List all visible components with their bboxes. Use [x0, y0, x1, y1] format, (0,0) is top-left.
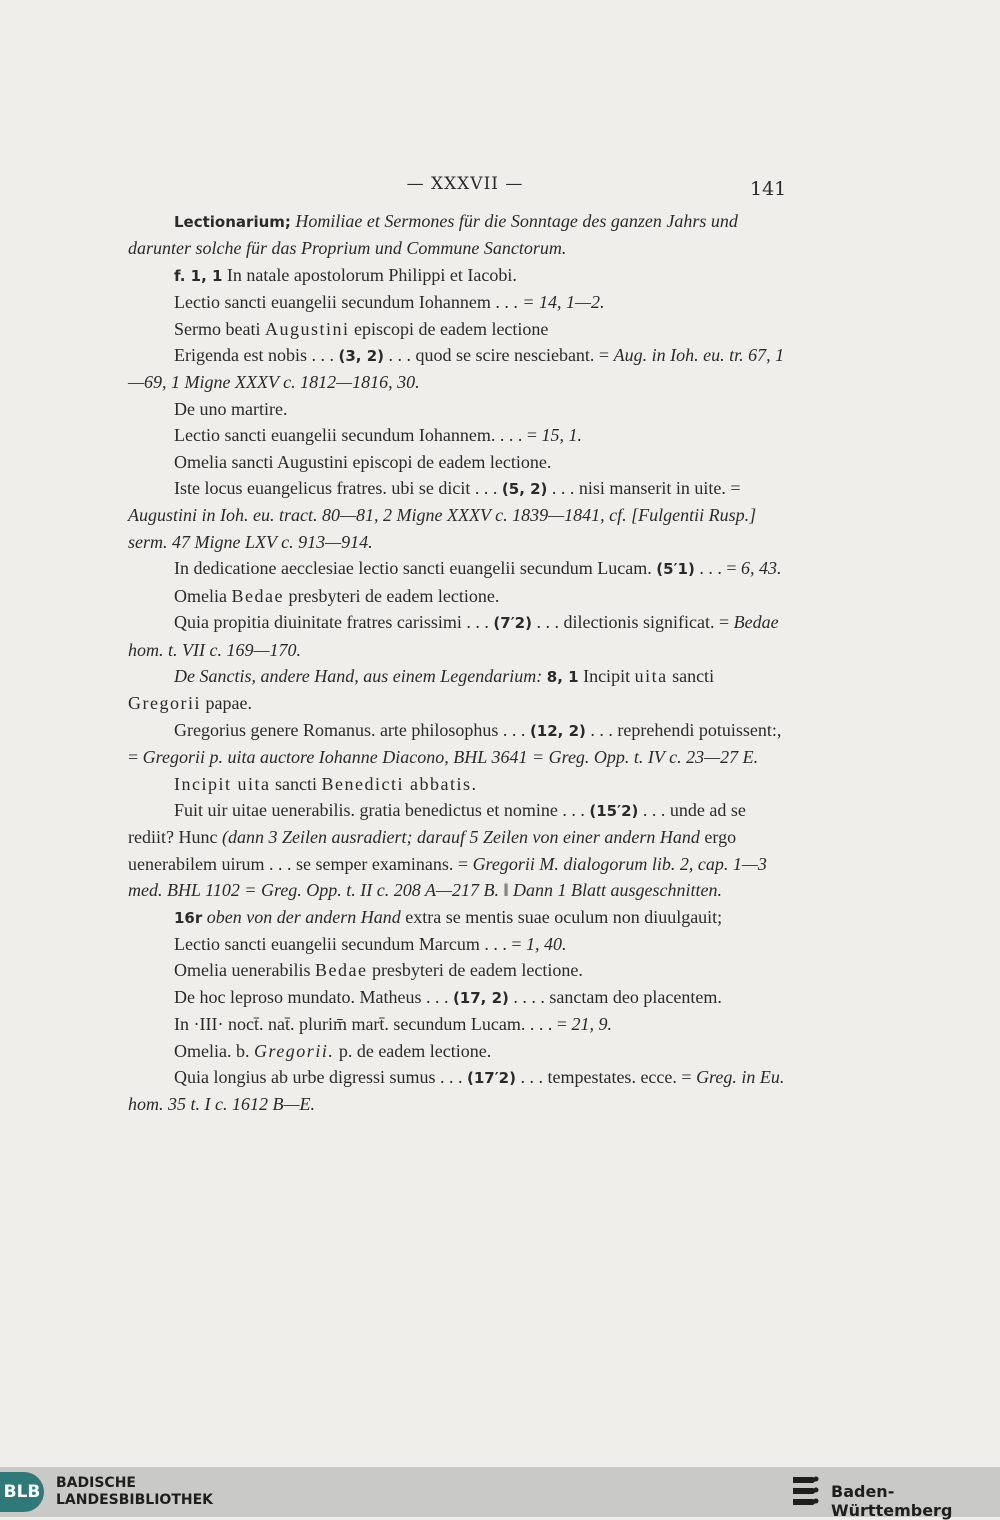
paragraph: In dedicatione aecclesiae lectio sancti euangelii secundum Lucam. (5′1) . . . = 6, 43. — [174, 558, 782, 579]
paragraph: Lectio sancti euangelii secundum Marcum . . . = 1, 40. — [174, 933, 567, 954]
paragraph: 16r oben von der andern Hand extra se mentis suae oculum non diuulgauit; — [174, 906, 723, 927]
paragraph: Iste locus euangelicus fratres. ubi se dicit . . . (5, 2) . . . nisi manserit in uite. = Augustini in Ioh. eu. tract. 80—81, 2 Migne XXXV c. 1839—1841, cf. [Fulgentii Rusp.] serm. 47 Migne LXV c. 913—914. — [128, 478, 757, 552]
paragraph: Lectio sancti euangelii secundum Iohannem . . . = 14, 1—2. — [174, 292, 605, 313]
paragraph: In ·III· noct̄. nat̄. plurim̄ mart̄. secundum Lucam. . . . = 21, 9. — [174, 1014, 613, 1035]
paragraph: De Sanctis, andere Hand, aus einem Legendarium: 8, 1 Incipit uita sancti Gregorii papae. — [128, 665, 715, 714]
state-name[interactable]: Baden-Württemberg — [831, 1482, 953, 1520]
lions-emblem-icon — [790, 1474, 822, 1510]
paragraph: Erigenda est nobis . . . (3, 2) . . . quod se scire nesciebant. = Aug. in Ioh. eu. tr. 67, 1—69, 1 Migne XXXV c. 1812—1816, 30. — [128, 345, 785, 393]
paragraph: Gregorius genere Romanus. arte philosophus . . . (12, 2) . . . reprehendi potuissent:, = Gregorii p. uita auctore Iohanne Diacono, BHL 3641 = Greg. Opp. t. IV c. 23—27 E. — [128, 719, 782, 768]
paragraph: Sermo beati Augustini episcopi de eadem lectione — [174, 318, 549, 339]
paragraph: Lectio sancti euangelii secundum Iohannem. . . . = 15, 1. — [174, 425, 583, 446]
blb-logo[interactable]: BLB — [0, 1472, 44, 1512]
paragraph: Incipit uita sancti Benedicti abbatis. — [174, 773, 478, 794]
running-title: — XXXVII — — [406, 174, 524, 194]
paragraph: Omelia uenerabilis Bedae presbyteri de eadem lectione. — [174, 960, 583, 981]
page-number: 141 — [750, 178, 787, 200]
footer-bar — [0, 1467, 1000, 1520]
paragraph: Omelia. b. Gregorii. p. de eadem lectione. — [174, 1040, 492, 1061]
body-text — [128, 208, 788, 1118]
paragraph: Lectionarium; Homiliae et Sermones für die Sonntage des ganzen Jahrs und darunter solche für das Proprium und Commune Sanctorum. — [128, 211, 738, 259]
paragraph: Omelia Bedae presbyteri de eadem lectione. — [174, 585, 500, 606]
paragraph: De hoc leproso mundato. Matheus . . . (17, 2) . . . . sanctam deo placentem. — [174, 986, 722, 1007]
paragraph: Omelia sancti Augustini episcopi de eadem lectione. — [174, 451, 552, 472]
paragraph: Quia propitia diuinitate fratres carissimi . . . (7′2) . . . dilectionis significat. = Bedae hom. t. VII c. 169—170. — [128, 612, 779, 660]
paragraph: Quia longius ab urbe digressi sumus . . . (17′2) . . . tempestates. ecce. = Greg. in Eu. hom. 35 t. I c. 1612 B—E. — [128, 1067, 785, 1115]
paragraph: De uno martire. — [174, 398, 288, 419]
paragraph: Fuit uir uitae uenerabilis. gratia benedictus et nomine . . . (15′2) . . . unde ad se rediit? Hunc (dann 3 Zeilen ausradiert; darauf 5 Zeilen von einer andern Hand ergo uenerabilem uirum . . . se semper examinans. = Gregorii M. dialogorum lib. 2, cap. 1—3 med. BHL 1102 = Greg. Opp. t. II c. 208 A—217 B. ‖ Dann 1 Blatt ausgeschnitten. — [128, 799, 767, 901]
paragraph: f. 1, 1 In natale apostolorum Philippi et Iacobi. — [174, 264, 517, 285]
library-name[interactable]: BADISCHE LANDESBIBLIOTHEK — [56, 1475, 214, 1508]
